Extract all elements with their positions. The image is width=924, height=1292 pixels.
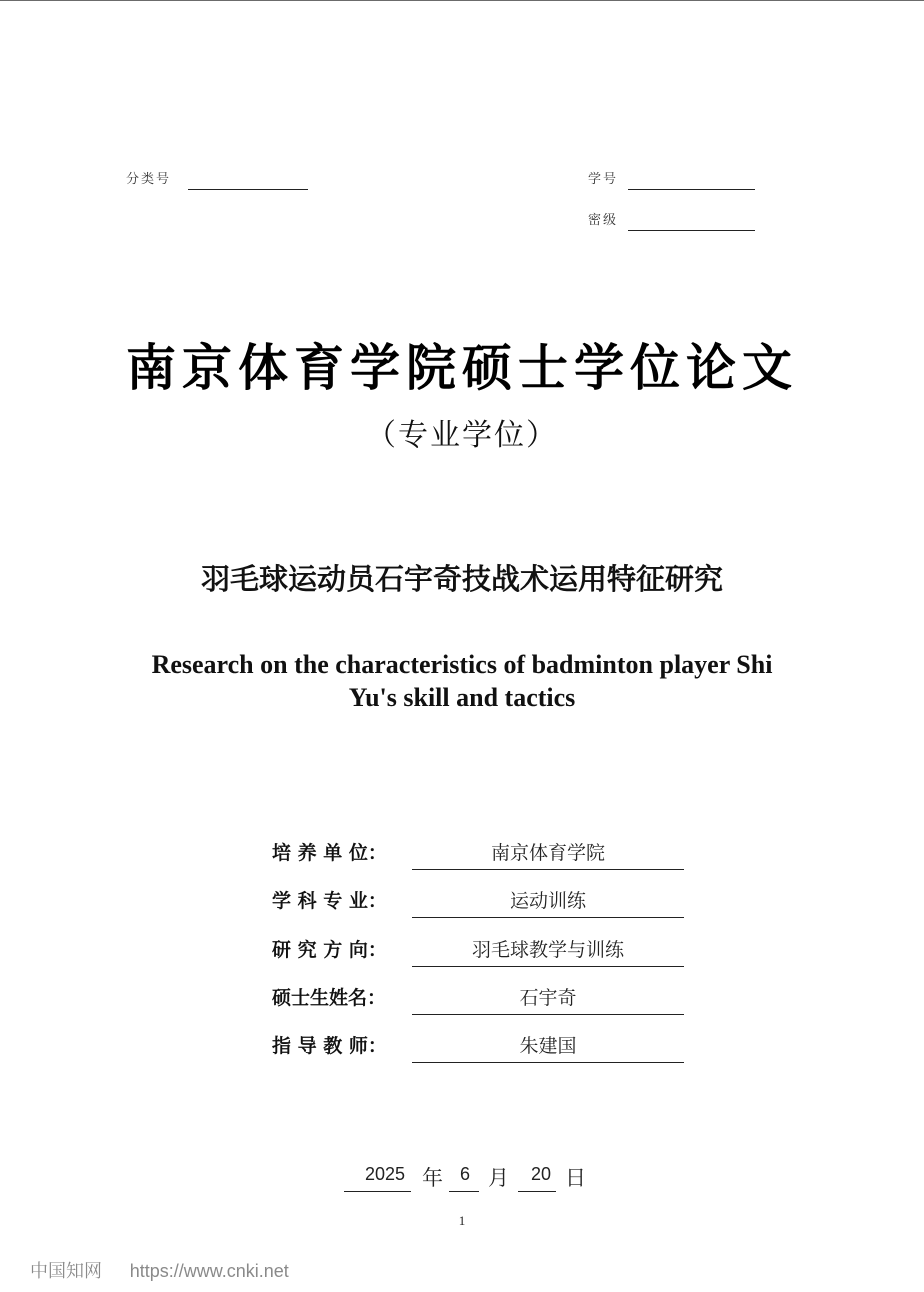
watermark-brand: 中国知网: [30, 1261, 102, 1282]
date-day: 20: [531, 1164, 552, 1184]
watermark-url: https://www.cnki.net: [129, 1261, 289, 1281]
thesis-title-chinese: 羽毛球运动员石宇奇技战术运用特征研究: [200, 562, 723, 596]
page-number: 1: [458, 1213, 466, 1228]
classification-field-line: [188, 189, 308, 190]
main-title: 南京体育学院硕士学位论文: [126, 338, 798, 397]
info-value: 石宇奇: [519, 987, 577, 1009]
info-value: 南京体育学院: [490, 842, 605, 864]
degree-type-subtitle: （专业学位）: [366, 418, 558, 453]
info-label: 培 养 单 位：: [272, 842, 387, 864]
top-border-line: [0, 0, 924, 1]
date-year: 2025: [365, 1164, 406, 1184]
date-month-unit: 月: [488, 1166, 509, 1190]
info-label: 指 导 教 师：: [272, 1035, 387, 1057]
info-underline: [412, 869, 684, 870]
date-month: 6: [460, 1164, 471, 1184]
info-underline: [412, 917, 684, 918]
info-underline: [412, 1062, 684, 1063]
date-month-underline: [449, 1191, 479, 1192]
info-row-advisor: [272, 1031, 692, 1061]
info-label: 硕士生姓名：: [272, 987, 387, 1009]
thesis-title-english-line1: Research on the characteristics of badminton player Shi: [151, 650, 773, 679]
security-label: 密级: [588, 213, 619, 228]
info-underline: [412, 966, 684, 967]
info-row-research-direction: [272, 935, 692, 965]
info-value: 朱建国: [519, 1035, 577, 1057]
thesis-title-english-line2: Yu's skill and tactics: [348, 683, 576, 712]
info-row-major: [272, 886, 692, 916]
info-label: 学 科 专 业：: [272, 890, 387, 912]
date-day-underline: [518, 1191, 556, 1192]
info-value: 羽毛球教学与训练: [471, 939, 624, 961]
info-row-student-name: [272, 983, 692, 1013]
classification-label: 分类号: [126, 172, 172, 187]
student-id-label: 学号: [588, 172, 619, 187]
date-day-unit: 日: [565, 1166, 586, 1190]
info-label: 研 究 方 向：: [272, 939, 387, 961]
date-year-underline: [344, 1191, 411, 1192]
thesis-title-english: [120, 648, 804, 714]
info-value: 运动训练: [509, 890, 586, 912]
info-underline: [412, 1014, 684, 1015]
cnki-watermark: [30, 1257, 289, 1283]
date-year-unit: 年: [422, 1166, 443, 1190]
student-id-field-line: [628, 189, 755, 190]
security-field-line: [628, 230, 755, 231]
info-row-institution: [272, 838, 692, 868]
